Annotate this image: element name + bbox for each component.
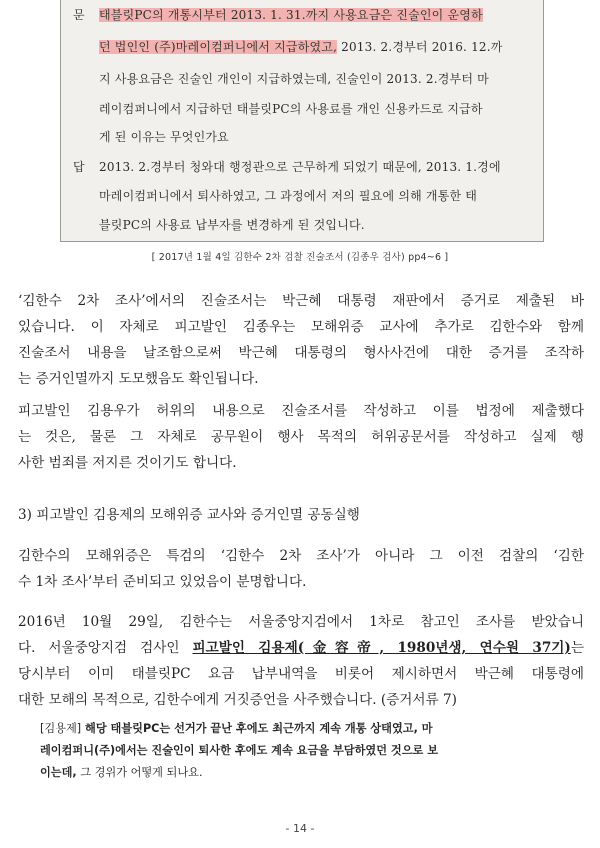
underlined-defendant: 피고발인 김용제(金容帝, 1980년생, 연수원 37기) [192,640,571,656]
paragraph-line: 피고발인 김용우가 허위의 내용으로 진술조서를 작성하고 이를 법정에 제출했다 [18,403,584,419]
paragraph-line: 대한 모해의 목적으로, 김한수에게 거짓증언을 사주했습니다. (증거서류 7) [18,692,457,708]
paragraph-line: 2016년 10월 29일, 김한수는 서울중앙지검에서 1차로 참고인 조사를 받았습니 [18,614,584,630]
section-heading: 3) 피고발인 김용제의 모해위증 교사와 증거인멸 공동실행 [18,507,360,523]
paragraph-line: 김한수의 모해위증은 특검의 ‘김한수 2차 조사’가 아니라 그 이전 검찰의 ‘김한 [18,548,584,564]
excerpt-q-line-3: 지 사용요금은 진술인 개인이 지급하였는데, 진술인이 2013. 2.경부터 마 [99,72,489,86]
testimony-quote [40,718,570,784]
excerpt-a-line-3: 블릿PC의 사용료 납부자를 변경하게 된 것입니다. [99,218,365,232]
paragraph-line: 당시부터 이미 태블릿PC 요금 납부내역을 비롯어 제시하면서 박근혜 대통령에 [18,666,584,682]
excerpt-q-line-2: 던 법인인 (주)마레이컴퍼니에서 지급하였고, 2013. 2.경부터 2016. 12.까 [99,40,503,54]
excerpt-q-line-5: 게 된 이유는 무엇인가요 [99,130,229,144]
paragraph-1 [18,288,584,392]
quote-line: 레이컴퍼니(주)에서는 진술인이 퇴사한 후에도 계속 요금을 부담하였던 것으로 보 [40,744,439,757]
speaker-label: [김용제] [40,722,82,735]
scanned-excerpt-image [60,0,544,242]
excerpt-q-line-1: 태블릿PC의 개통시부터 2013. 1. 31.까지 사용요금은 진술인이 운영하 [99,8,483,22]
paragraph-line: ‘김한수 2차 조사’에서의 진술조서는 박근혜 대통령 재판에서 증거로 제출된 바 [18,293,584,309]
paragraph-line: 수 1차 조사’부터 준비되고 있었음이 분명합니다. [18,574,307,590]
paragraph-line: 는 것은, 물론 그 자체로 공무원이 행사 목적의 허위공문서를 작성하고 실제 행 [18,429,584,445]
paragraph-2 [18,398,584,476]
paragraph-line: 는 증거인멸까지 도모했음도 확인됩니다. [18,371,259,387]
excerpt-a-line-2: 마레이컴퍼니에서 퇴사하였고, 그 과정에서 저의 필요에 의해 개통한 태 [99,189,478,203]
paragraph-line: 다. 서울중앙지검 검사인 피고발인 김용제(金容帝, 1980년생, 연수원 37기)는 [18,640,584,656]
paragraph-line: 사한 범죄를 저지른 것이기도 합니다. [18,455,237,471]
paragraph-line: 있습니다. 이 자체로 피고발인 김종우는 모해위증 교사에 추가로 김한수와 함께 [18,319,584,335]
excerpt-caption: [ 2017년 1월 4일 김한수 2차 검찰 진술조서 (김종우 검사) pp4~6 ] [151,252,449,263]
page-number: - 14 - [285,822,315,835]
paragraph-line: 진술조서 내용을 날조함으로써 박근혜 대통령의 형사사건에 대한 증거를 조작하 [18,345,584,361]
quote-line: [김용제] 해당 태블릿PC는 선거가 끝난 후에도 최근까지 계속 개통 상태였고, 마 [40,722,433,735]
question-label: 문 [73,8,85,22]
paragraph-3 [18,543,584,595]
excerpt-a-line-1: 2013. 2.경부터 청와대 행정관으로 근무하게 되었기 때문에, 2013. 1.경에 [99,160,501,174]
excerpt-q-line-4: 레이컴퍼니에서 지급하던 태블릿PC의 사용료를 개인 신용카드로 지급하 [99,102,483,116]
answer-label: 답 [73,160,85,174]
quote-line: 이는데, 그 경위가 어떻게 되나요. [40,766,203,779]
paragraph-4 [18,609,584,713]
